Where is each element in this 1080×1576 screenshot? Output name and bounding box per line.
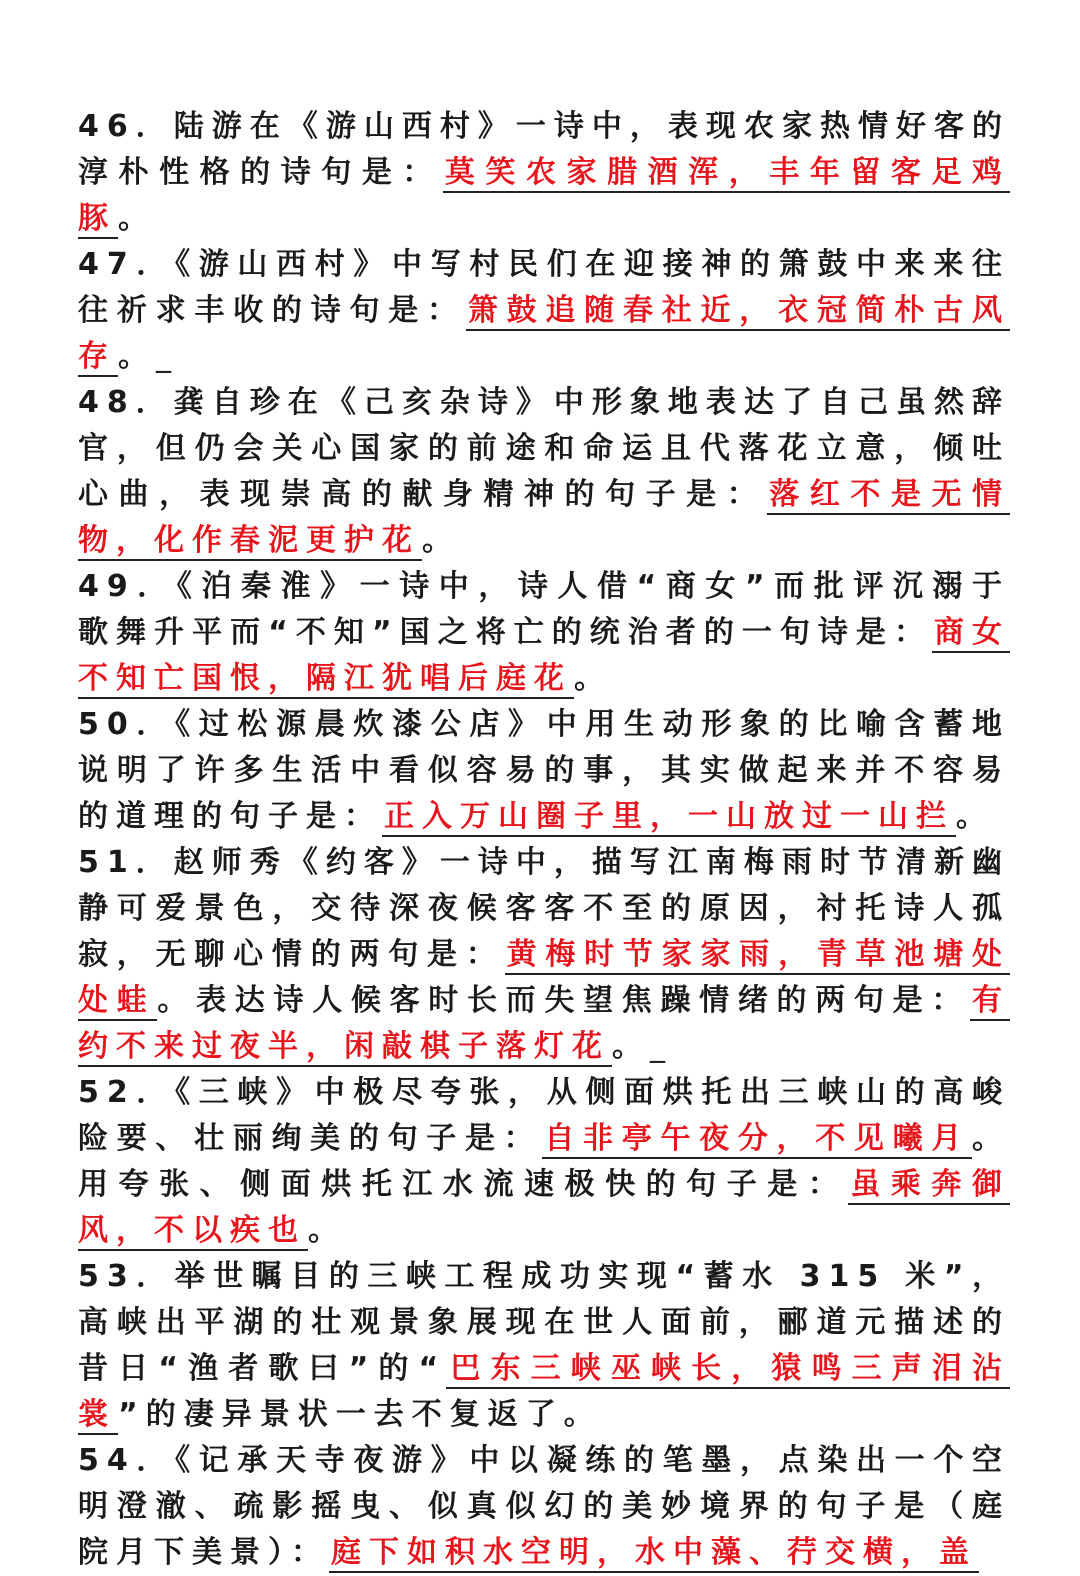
question-text: 50．《过松源晨炊漆公店》中用生动形象的比喻含蓄地说明了许多生活中看似容易的事，其实做起来并不容易的道理的句子是： [78,707,1010,834]
question-text: 。 [422,523,460,558]
question-text: 51．赵师秀《约客》一诗中，描写江南梅雨时节清新幽静可爱景色，交待深夜候客客不至的原因，衬托诗人孤寂，无聊心情的两句是： [78,845,1010,972]
question-text: 52．《三峡》中极尽夸张，从侧面烘托出三峡山的高峻险要、壮丽绚美的句子是： [78,1075,1010,1156]
question-text: ”的凄异景状一去不复返了。 [118,1397,602,1432]
question-text: 。 [956,799,994,834]
answer-text: 黄梅时节家家雨，青草池塘处处蛙 [78,937,1010,1021]
question-text: 49．《泊秦淮》一诗中，诗人借“商女”而批评沉溺于歌舞升平而“不知”国之将亡的统治者的一句诗是： [78,569,1010,650]
question-text: 。用夸张、侧面烘托江水流速极快的句子是： [78,1121,1011,1202]
question-text: 。表达诗人候客时长而失望焦躁情绪的两句是： [157,983,971,1018]
question-text: 46．陆游在《游山西村》一诗中，表现农家热情好客的淳朴性格的诗句是： [78,109,1010,190]
answer-text: 虽乘奔御风，不以疾也 [78,1167,1010,1251]
question-50 [78,702,1010,840]
answer-text: 自非亭午夜分，不见曦月 [542,1121,972,1159]
question-text: 。 [574,661,612,696]
question-53 [78,1254,1010,1438]
question-51 [78,840,1010,1070]
question-text: 53．举世瞩目的三峡工程成功实现“蓄水 315 米”，高峡出平湖的壮观景象展现在世人面前，郦道元描述的昔日“渔者歌曰”的“ [78,1259,1010,1386]
answer-text: 正入万山圈子里，一山放过一山拦 [382,799,956,837]
cursor-mark: _ [650,1029,665,1064]
question-46 [78,104,1010,242]
cursor-mark: _ [156,339,171,374]
question-text: 。 [118,201,156,236]
question-text: 。 [118,339,156,374]
answer-text: 落红不是无情物，化作春泥更护花 [78,477,1010,561]
question-47 [78,242,1010,380]
answer-text: 莫笑农家腊酒浑，丰年留客足鸡豚 [78,155,1010,239]
question-text: 。 [308,1213,346,1248]
answer-text: 商女不知亡国恨，隔江犹唱后庭花 [78,615,1010,699]
question-text: 47．《游山西村》中写村民们在迎接神的箫鼓中来来往往祈求丰收的诗句是： [78,247,1010,328]
question-52 [78,1070,1010,1254]
question-text: 54．《记承天寺夜游》中以凝练的笔墨，点染出一个空明澄澈、疏影摇曳、似真似幻的美妙境界的句子是（庭院月下美景）： [78,1443,1010,1570]
answer-text: 巴东三峡巫峡长，猿鸣三声泪沾裳 [78,1351,1010,1435]
question-54 [78,1438,1010,1576]
question-49 [78,564,1010,702]
answer-text: 庭下如积水空明，水中藻、荇交横，盖 [329,1535,979,1573]
question-text: 。 [612,1029,650,1064]
answer-text: 箫鼓追随春社近，衣冠简朴古风存 [78,293,1010,377]
question-48 [78,380,1010,564]
answer-text: 有约不来过夜半，闲敲棋子落灯花 [78,983,1010,1067]
question-text: 48．龚自珍在《己亥杂诗》中形象地表达了自己虽然辞官，但仍会关心国家的前途和命运且代落花立意，倾吐心曲，表现崇高的献身精神的句子是： [78,385,1010,512]
